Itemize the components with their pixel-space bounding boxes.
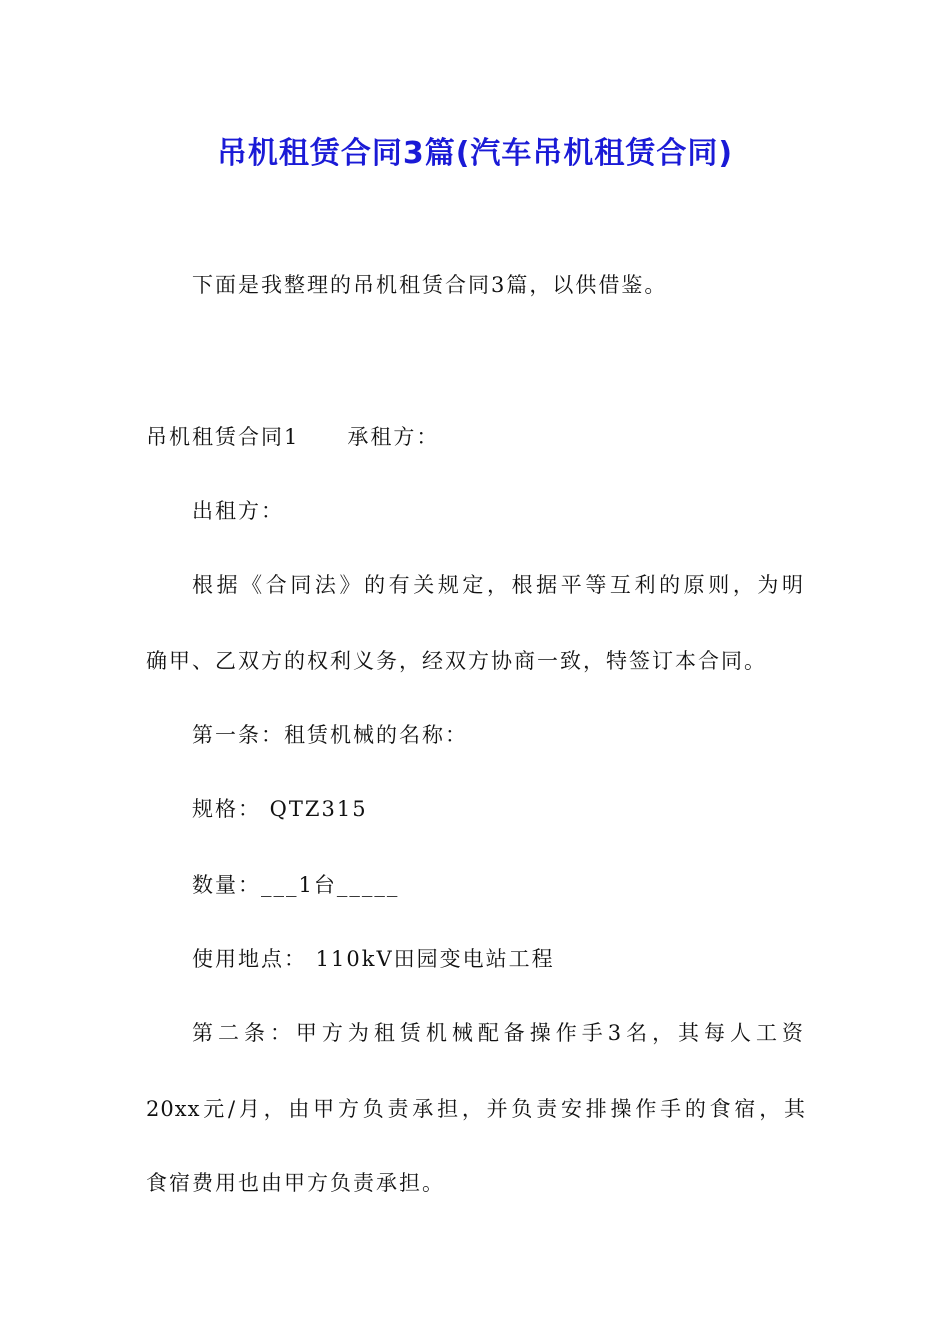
quantity-line: 数量：___1台_____ (192, 873, 400, 897)
paragraph-1-line-1: 根据《合同法》的有关规定，根据平等互利的原则，为明 (192, 573, 804, 597)
spec-line: 规格： QTZ315 (192, 797, 368, 821)
paragraph-1-line-2: 确甲、乙双方的权利义务，经双方协商一致，特签订本合同。 (146, 649, 767, 673)
article-2-line-2: 20xx元/月，由甲方负责承担，并负责安排操作手的食宿，其 (146, 1097, 806, 1121)
lessee-label: 承租方： (347, 425, 440, 449)
intro-text: 下面是我整理的吊机租赁合同3篇，以供借鉴。 (192, 273, 668, 297)
contract-heading (146, 422, 439, 452)
article-1-heading: 第一条：租赁机械的名称： (192, 723, 468, 747)
article-2-line-1: 第二条：甲方为租赁机械配备操作手3名，其每人工资 (192, 1021, 804, 1045)
article-2-line-3: 食宿费用也由甲方负责承担。 (146, 1171, 445, 1195)
page-title: 吊机租赁合同3篇(汽车吊机租赁合同) (216, 136, 734, 171)
contract-heading-label: 吊机租赁合同1 (146, 425, 300, 449)
location-line: 使用地点： 110kV田园变电站工程 (192, 947, 555, 971)
lessor-label: 出租方： (192, 499, 284, 523)
